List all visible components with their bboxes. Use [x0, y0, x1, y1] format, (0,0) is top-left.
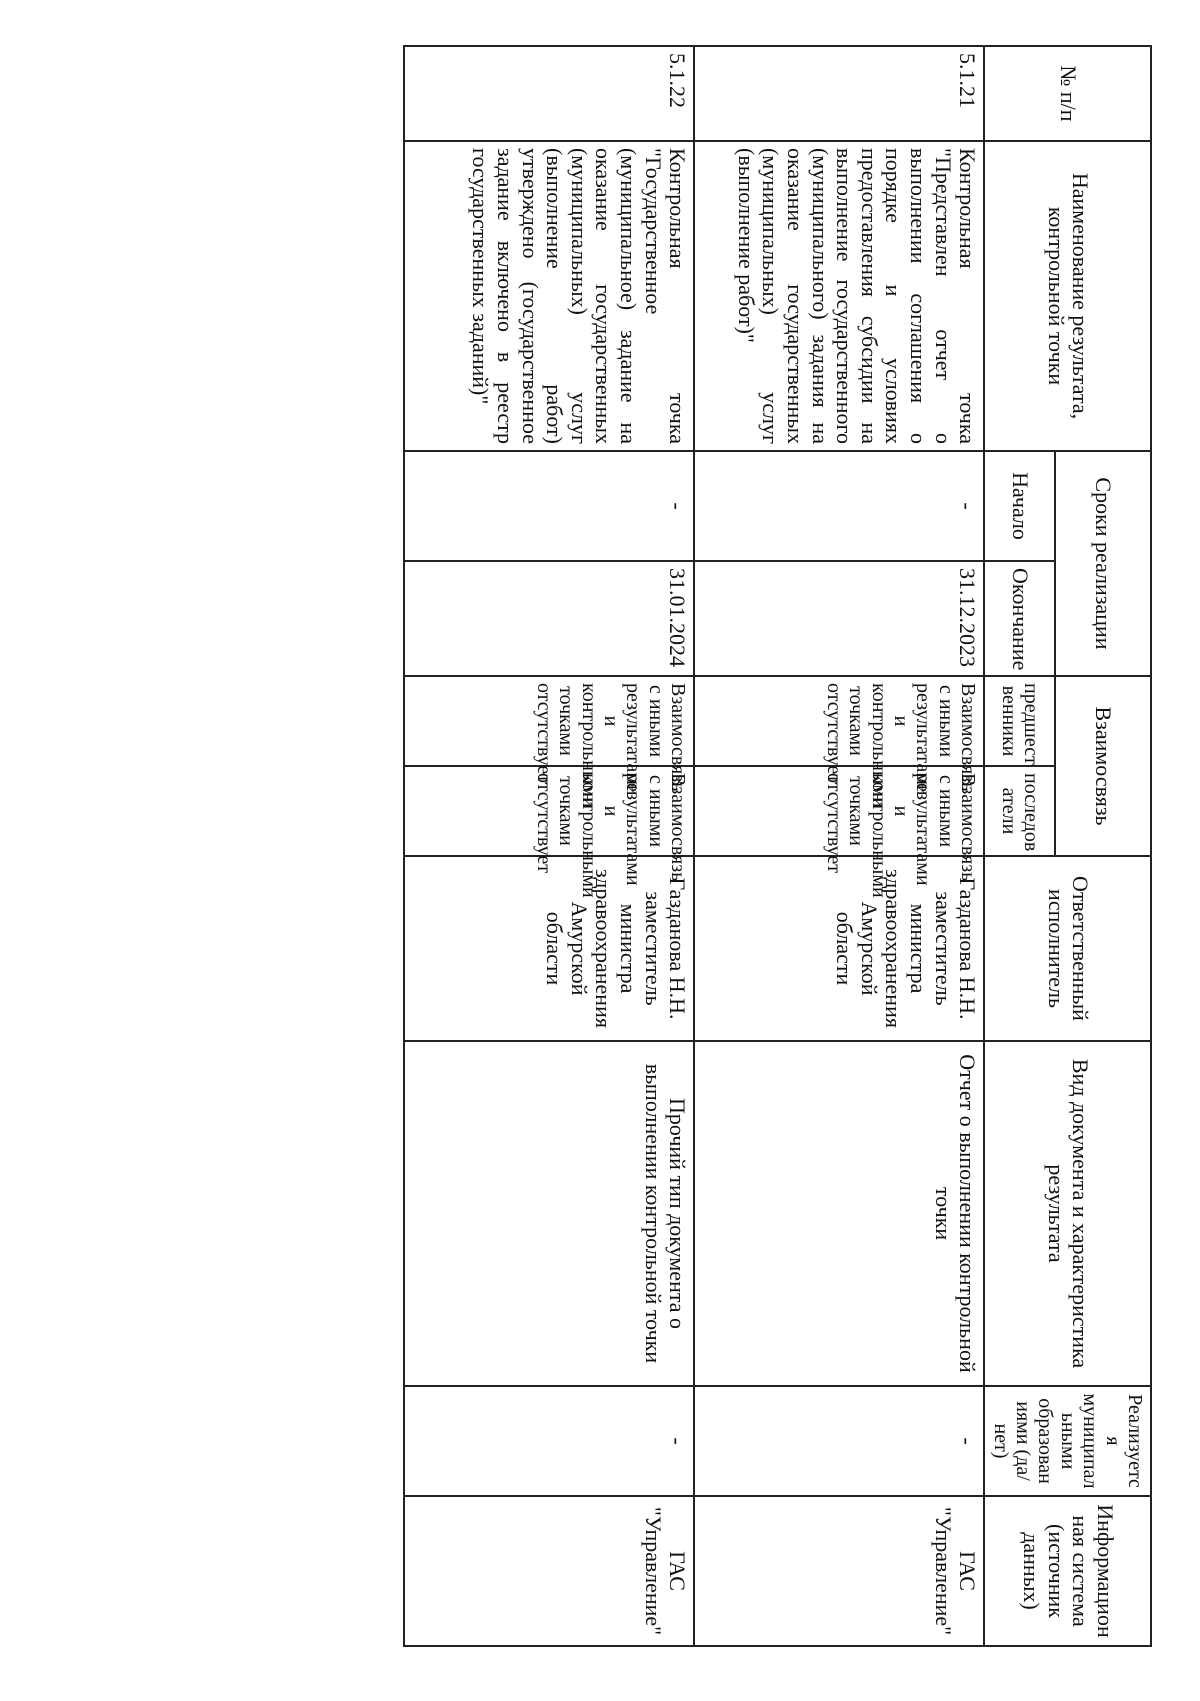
header-info-system: Информацион ная система (источник данных) [984, 1496, 1151, 1646]
row-responsible: Газданова Н.Н. заместитель министра здравоохранения Амурской области [694, 856, 984, 1041]
row-municipal: - [404, 1386, 694, 1496]
row-start: - [694, 451, 984, 561]
row-responsible: Газданова Н.Н. заместитель министра здравоохранения Амурской области [404, 856, 694, 1041]
row-municipal: - [694, 1386, 984, 1496]
row-number: 5.1.22 [404, 46, 694, 141]
row-info-system: ГАС "Управление" [404, 1496, 694, 1646]
row-result-name: Контрольная точка "Государственное (муниципальное) задание на оказание государственных (муниципальных) услуг (выполнение работ) утверждено (государственное задание включено в реестр государственных заданий)" [404, 141, 694, 451]
header-end: Окончание [984, 561, 1055, 676]
rotated-document-page [102, 45, 1152, 1645]
header-successors: последов атели [984, 766, 1055, 856]
header-number: № п/п [984, 46, 1151, 141]
table-row [694, 46, 984, 1646]
row-number: 5.1.21 [694, 46, 984, 141]
table-row [404, 46, 694, 1646]
header-document: Вид документа и характеристика результата [984, 1041, 1151, 1386]
row-end: 31.01.2024 [404, 561, 694, 676]
row-document: Прочий тип документа о выполнении контрольной точки [404, 1041, 694, 1386]
row-successors: Взаимосвязь с иными результатами и контрольными точками отсутствует [404, 766, 694, 856]
header-start: Начало [984, 451, 1055, 561]
header-result-name: Наименование результата, контрольной точки [984, 141, 1151, 451]
row-document: Отчет о выполнении контрольной точки [694, 1041, 984, 1386]
header-predecessors: предшест венники [984, 676, 1055, 766]
row-predecessors: Взаимосвязь с иными результатами и контрольными точками отсутствует [694, 676, 984, 766]
row-predecessors: Взаимосвязь с иными результатами и контрольными точками отсутствует [404, 676, 694, 766]
row-info-system: ГАС "Управление" [694, 1496, 984, 1646]
control-points-table [403, 45, 1152, 1647]
row-start: - [404, 451, 694, 561]
header-terms: Сроки реализации [1055, 451, 1151, 676]
row-result-name: Контрольная точка "Представлен отчет о выполнении соглашения о порядке и условиях предоставления субсидии на выполнение государственного (муниципального) задания на оказание государственных (муниципальных) услуг (выполнение работ)" [694, 141, 984, 451]
row-successors: Взаимосвязь с иными результатами и контрольными точками отсутствует [694, 766, 984, 856]
header-municipal: Реализуетс я муниципал ьными образован иями (да/нет) [984, 1386, 1151, 1496]
header-link: Взаимосвязь [1055, 676, 1151, 856]
row-end: 31.12.2023 [694, 561, 984, 676]
header-responsible: Ответственный исполнитель [984, 856, 1151, 1041]
